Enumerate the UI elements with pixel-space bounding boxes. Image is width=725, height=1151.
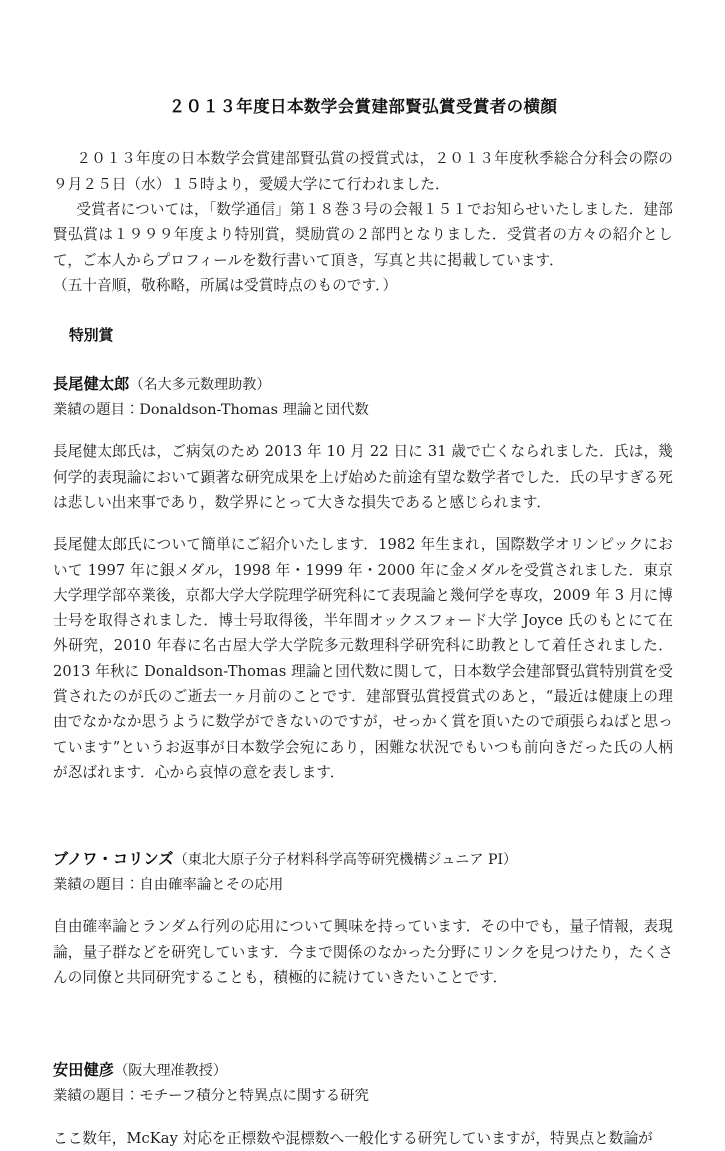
awardee-entry (53, 372, 673, 785)
section-heading-special-prize: 特別賞 (69, 327, 114, 345)
awardee-topic: 業績の題目：モチーフ積分と特異点に関する研究 (53, 1087, 369, 1104)
intro-section (53, 146, 673, 298)
awardee-body-paragraph: 長尾健太郎氏は，ご病気のため 2013 年 10 月 22 日に 31 歳で亡くなられました．氏は，幾何学的表現論において顕著な研究成果を上げ始めた前途有望な数学者でした．氏の早すぎる死は悲しい出来事であり，数学界にとって大きな損失であると感じられます． (53, 443, 673, 511)
awardee-body (53, 1126, 673, 1151)
page-title: ２０１３年度日本数学会賞建部賢弘賞受賞者の横顔 (168, 97, 558, 116)
awardee-body (53, 532, 673, 785)
awardee-headline (53, 1058, 673, 1084)
awardee-body-paragraph: 自由確率論とランダム行列の応用について興味を持っています．その中でも，量子情報，表現論，量子群などを研究しています．今まで関係のなかった分野にリンクを見つけたり，たくさんの同僚と共同研究することも，積極的に続けていきたいことです． (53, 918, 673, 987)
awardee-body-paragraph: 長尾健太郎氏について簡単にご紹介いたします．1982 年生まれ，国際数学オリンピックにおいて 1997 年に銀メダル，1998 年・1999 年・2000 年に金メダルを受賞されました．東京大学理学部卒業後，京都大学大学院理学研究科にて表現論と幾何学を専攻，2009 年 3 月に博士号を取得されました．博士号取得後，半年間オックスフォード大学 Joyce 氏のもとにて在外研究，2010 年春に名古屋大学大学院多元数理科学研究科に助教として着任されました．2013 年秋に Donaldson-Thomas 理論と団代数に関して，日本数学会建部賢弘賞特別賞を受賞されたのが氏のご逝去一ヶ月前のことです．建部賢弘賞授賞式のあと，“最近は健康上の理由でなかなか思うように数学ができないのですが，せっかく賞を頂いたので頑張らねばと思っています”というお返事が日本数学会宛にあり，困難な状況でもいつも前向きだった氏の人柄が忍ばれます．心から哀悼の意を表します． (53, 536, 673, 781)
awardee-body (53, 439, 673, 515)
intro-paragraph-1: ２０１３年度の日本数学会賞建部賢弘賞の授賞式は，２０１３年度秋季総合分科会の際の９月２５日（水）１５時より，愛媛大学にて行われました． (53, 150, 673, 193)
intro-paragraph-2: 受賞者については，「数学通信」第１８巻３号の会報１５１でお知らせいたしました．建部賢弘賞は１９９９年度より特別賞，奨励賞の２部門となりました．受賞者の方々の紹介として，ご本人からプロフィールを数行書いて頂き，写真と共に掲載しています． (53, 201, 673, 269)
awardee-name: 安田健彦 (53, 1061, 115, 1080)
awardee-affiliation: （東北大原子分子材料科学高等研究機構ジュニア PI） (173, 852, 518, 869)
page-content (53, 0, 673, 1151)
awardee-topic: 業績の題目：自由確率論とその応用 (53, 876, 284, 893)
awardee-body-paragraph: ここ数年，McKay 対応を正標数や混標数へ一般化する研究していますが，特異点と数論が (53, 1129, 653, 1147)
awardee-entry (53, 1058, 673, 1150)
awardee-affiliation: （名大多元数理助教） (129, 377, 271, 394)
intro-paragraph-3: （五十音順，敬称略，所属は受賞時点のものです．） (53, 276, 398, 294)
awardee-headline (53, 847, 673, 873)
awardee-name: 長尾健太郎 (53, 375, 130, 394)
awardee-body (53, 914, 673, 990)
awardee-headline (53, 372, 673, 398)
awardee-name: ブノワ・コリンズ (53, 850, 174, 869)
awardee-topic: 業績の題目：Donaldson-Thomas 理論と団代数 (53, 401, 369, 418)
awardee-affiliation: （阪大理准教授） (114, 1063, 227, 1080)
awardee-entry (53, 847, 673, 990)
